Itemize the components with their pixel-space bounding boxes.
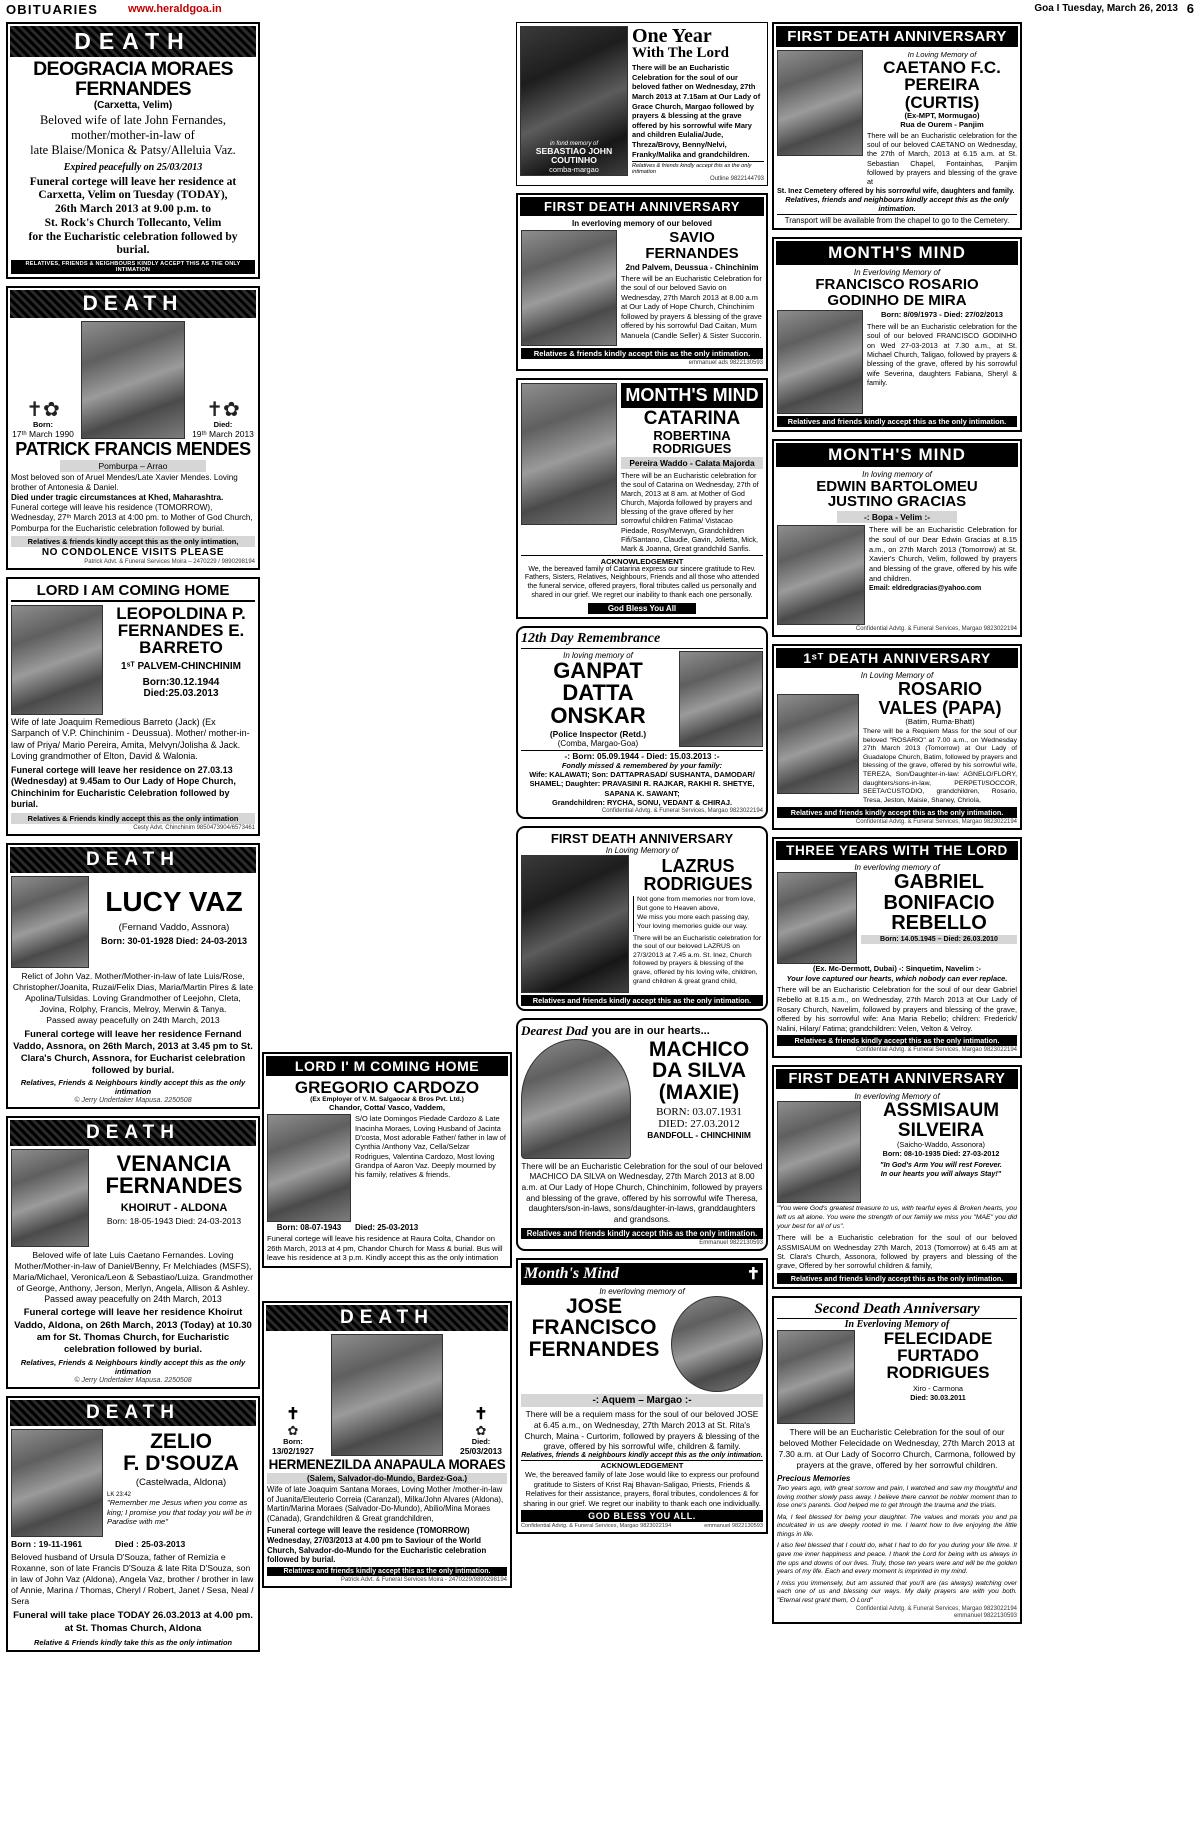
deceased-place: Pereira Waddo - Calata Majorda: [621, 457, 763, 469]
advertiser-credit: Confidential Advtg. & Funeral Services, Margao 9823022194: [601, 807, 763, 814]
advertiser-credit: Patrick Advt. & Funeral Services Moira - 2470229/9890298194: [340, 1577, 507, 1584]
deceased-place: (Batim, Ruma-Bhatt): [905, 717, 975, 727]
memorial-subtitle: In Loving Memory of: [605, 845, 679, 855]
tribute-line-1: Beloved wife of late Luis Caetano Fernandes. Loving Mother/Mother-in-law of Daniel/Benny, Fr Melchiades (MSFS), Maria/Michael, Veronica/Leon & Sebastiao/Luiza. Grandmother of George, Anthony, Jerson, Merlyn, Angela, Allison & Ashley.: [12, 1250, 254, 1294]
memorial-felecidade[interactable]: [772, 1296, 1022, 1625]
intimation-strip: Relatives and friends kindly accept this as the only intimation.: [521, 995, 763, 1006]
memorial-subtitle: In Loving Memory of: [907, 50, 977, 59]
column-3: [516, 22, 768, 1541]
memorial-subtitle: In loving memory of: [862, 469, 932, 479]
deceased-place: Xiro - Carmona: [912, 1383, 964, 1393]
deceased-name-2: JUSTINO GRACIAS: [827, 493, 967, 511]
intimation-strip: Relatives, Friends & Neighbours kindly accept this as the only intimation: [20, 1358, 246, 1377]
banner-months-mind: Month's Mind: [524, 1264, 619, 1282]
ad-header: LORD I' M COMING HOME: [266, 1056, 508, 1076]
verse-text: "Remember me Jesus when you come as king; I promise you that today you will be in Paradise with me": [107, 1498, 252, 1527]
banner-anniversary: FIRST DEATH ANNIVERSARY: [520, 197, 764, 216]
deceased-place: (Ex. Mc-Dermott, Dubai) -: Sinquetim, Navelim :-: [813, 964, 981, 974]
acknowledgement-body: We, the bereaved family of Catarina express our sincere gratitude to Rev. Fathers, Sisters, Relatives, Neighbours, Friends and all those who attended the funeral service, offered prayers, floral tributes called us personally and shared in our grief. We regret our inability to thank each one personally.: [524, 565, 760, 599]
obituary-venancia[interactable]: [6, 1116, 260, 1389]
deceased-name-2: DATTA ONSKAR: [550, 680, 646, 728]
floral-decor-left: ✝✿: [26, 399, 60, 422]
blessing-footer: God Bless You All: [588, 603, 697, 614]
banner-death: DEATH: [10, 290, 256, 318]
tribute-line-1: Beloved husband of Ursula D'Souza, father of Remizia e Roxanne, son of late Francis D'Souza & late Rita D'Souza, son in law of John Vaz (Aldona), Angela Vaz, brother / brother in law of Annie, Marina / Thomas, Cheryl / Robert, Janet / Sesa, Neal / Sera: [11, 1552, 254, 1607]
memorial-body: There will be an Eucharistic celebration for the soul of our beloved FRANCISCO GODINHO on Wed 27-03-2013 at 7.30 a.m., at St. Michael Church, Taligao, followed by prayers & blessing of the grave, offered by his sorrowful wife Severina, daughters Fabiana, Sheryl & family.: [867, 321, 1017, 388]
obituary-hermenezilda[interactable]: [262, 1301, 512, 1588]
intimation-strip: Relatives & friends kindly accept this as the only intimation: [632, 161, 764, 175]
memory-paragraph-4: I miss you immensely, but am assured that you'll are (as always) watching over each one of us and blessing our ways. My daily prayers are with you both. "Eternal rest grant them, O Lord": [777, 1579, 1017, 1604]
memorial-body: There will be an Eucharistic Celebration for the soul of our Dear Edwin Gracias at 8.15 a.m., on 27th March 2013 (Tomorrow) at St. Xavier's Church, Velim, followed by prayers and blessing of the grave, offered by his wife and children.: [869, 525, 1017, 583]
deceased-name-3: (MAXIE): [658, 1080, 740, 1104]
deceased-name-2: GODINHO DE MIRA: [827, 291, 967, 309]
dates-line: Born: 08-10-1935 Died: 27-03-2012: [882, 1149, 1000, 1159]
ad-header: LORD I AM COMING HOME: [11, 582, 255, 602]
memorial-machico[interactable]: [516, 1018, 768, 1251]
advertiser-credit: Patrick Advt. & Funeral Services Moira – 2470229 / 9890298194: [84, 558, 255, 565]
verse-reference: LK 23:42: [107, 1492, 132, 1499]
deceased-name-1: GANPAT: [553, 657, 643, 683]
column-4: [772, 22, 1022, 1631]
died-date: 25/03/2013: [460, 1446, 502, 1457]
portrait-photo: [679, 651, 763, 747]
condolence-note: NO CONDOLENCE VISITS PLEASE: [41, 546, 225, 558]
banner-months-mind: MONTH'S MIND: [776, 241, 1018, 265]
verse-line-3: "You were God's greatest treasure to us, with tearful eyes & Broken hearts, you left us all alone. You were the strength of our family we miss you "MAE" you did your best for all of us".: [777, 1205, 1017, 1230]
portrait-photo: [671, 1296, 763, 1392]
cross-icon: ✝: [746, 1265, 760, 1283]
portrait-photo: [11, 876, 89, 968]
obituary-zelio[interactable]: [6, 1396, 260, 1652]
portrait-photo: [81, 321, 185, 439]
deceased-name: DEOGRACIA MORAES FERNANDES: [33, 58, 233, 100]
memorial-subtitle: In everloving memory of: [599, 1286, 685, 1296]
deceased-name-2: RODRIGUES: [643, 874, 753, 895]
deceased-place: (Fernand Vaddo, Assnora): [118, 922, 230, 934]
family-intro: Fondly missed & remembered by your family:: [561, 761, 723, 770]
floral-decor-right: ✝✿: [206, 399, 240, 422]
deceased-employer: (Ex-MPT, Mormugao): [904, 110, 980, 120]
memorial-body-cont: St. Inez Cemetery offered by his sorrowful wife, daughters and family.: [777, 186, 1015, 196]
portrait-photo: [521, 855, 629, 993]
portrait-photo: [521, 383, 617, 525]
intimation-strip: Relatives & friends kindly accept this as the only intimation.: [521, 348, 763, 359]
photo-caption-name: SEBASTIAO JOHN COUTINHO: [535, 145, 613, 165]
deceased-name: PATRICK FRANCIS MENDES: [15, 439, 251, 460]
relation-line-1: Beloved wife of late John Fernandes,: [39, 112, 227, 127]
acknowledgement-body: We, the bereaved family of late Jose would like to express our profound gratitude to Sisters of Krist Raj Bhavan-Saligao, Priests, Friends & Relatives for their assistance, prayers, floral tributes, condolences & for sharing in our grief. We regret our inability to thank each one individually.: [523, 1470, 761, 1508]
column-1: [6, 22, 260, 1659]
title-line-2: With The Lord: [632, 45, 729, 61]
memorial-subtitle: In everloving memory of: [854, 863, 940, 873]
verse-line-2: But gone to Heaven above,: [637, 905, 720, 913]
funeral-line-4: St. Rock's Church Tollecanto, Velim: [44, 216, 222, 229]
tribute-line-1: Most beloved son of Aruel Mendes/Late Xavier Mendes. Loving brother of Antonesia & Daniel.: [11, 472, 238, 492]
died-date: 19ᵗʰ March 2013: [192, 429, 254, 440]
memorial-francisco[interactable]: [772, 237, 1022, 432]
tribute-line-2: Funeral will take place TODAY 26.03.2013 at 4.00 pm. at St. Thomas Church, Aldona: [13, 1610, 253, 1634]
deceased-name-1: ZELIO: [150, 1430, 212, 1454]
died-date: Died:25.03.2013: [143, 687, 219, 699]
memorial-subtitle: In Everloving Memory of: [853, 268, 941, 278]
title-line-1: One Year: [632, 25, 712, 47]
dates-line: Born: 18-05-1943 Died: 24-03-2013: [106, 1215, 242, 1226]
deceased-name: HERMENEZILDA ANAPAULA MORAES: [268, 1457, 506, 1473]
obituary-leopoldina[interactable]: [6, 577, 260, 836]
born-date: Born:30.12.1944: [142, 676, 220, 688]
banner-anniversary: FIRST DEATH ANNIVERSARY: [550, 830, 734, 846]
relation-line-2: mother/mother-in-law of: [71, 128, 195, 142]
photo-caption-prefix: in fond memory of: [549, 140, 599, 147]
dates-line: Born: 14.05.1945 – Died: 26.03.2010: [861, 935, 1017, 944]
memorial-body: There will be an Eucharistic celebration for the soul of Catarina on Wednesday, 27th of March, 2013 at 8 am. at Mother of God Church, Majorda followed by prayers and blessing of the grave offered by her sorrowful children Fatima/ Vistacao Piedade, Rosy/Merwyn, Grandchildren Fifi/Santano, Claudie, Gavin, Jolietta, Mick, Mark & Joanna, Great grandchild Sanfis.: [621, 471, 759, 553]
cross-icon-left: ✝: [286, 1406, 300, 1424]
banner-months-mind: MONTH'S MIND: [776, 443, 1018, 467]
advertiser-credit: © Jerry Undertaker Mapusa. 2250508: [74, 1097, 192, 1105]
tribute-line-2: Passed away peacefully on 24th March, 2013: [46, 1014, 220, 1025]
deceased-name-2: VALES (PAPA): [878, 697, 1002, 718]
floral-decor-left: ✿: [287, 1423, 299, 1439]
acknowledgement-title: ACKNOWLEDGEMENT: [521, 555, 763, 566]
family-list: Wife: KALAWATI; Son: DATTAPRASAD/ SUSHANTA, DAMODAR/ SHAMEL; Daughter: PRAVASINI R. RAJKAR, RAKHI R. SHETYE, SAPANA K. SAWANT;: [529, 770, 755, 798]
died-date: Died : 25-03-2013: [115, 1539, 186, 1550]
advertiser-credit: emmanuel ads 9822130593: [688, 360, 763, 367]
grandchildren-list: Grandchildren: RYCHA, SONU, VEDANT & CHIRAJ.: [552, 797, 732, 807]
deceased-name-1: EDWIN BARTOLOMEU: [816, 477, 978, 495]
deceased-name-1: LEOPOLDINA P.: [116, 603, 246, 623]
photo-caption-place: comba-margao: [549, 165, 599, 174]
deceased-place: (Salem, Salvador-do-Mundo, Bardez-Goa.): [267, 1473, 507, 1484]
intimation-strip: Relatives and friends kindly accept this as the only intimation.: [521, 1228, 763, 1239]
funeral-line-2: Carxetta, Velim on Tuesday (TODAY),: [38, 189, 228, 202]
died-date: DIED: 27.03.2012: [658, 1117, 740, 1130]
memorial-body: There will be an Eucharistic celebration for the soul of our beloved CAETANO on Wednesday, the 27th of March, 2013 at 6.15 a.m. at St. Sebastian Chapel, Fontainhas, Panjim followed by prayers and blessing of the grave at: [867, 130, 1017, 187]
banner-months-mind: MONTH'S MIND: [621, 383, 763, 408]
deceased-place: -: Aquem – Margao :-: [521, 1394, 763, 1407]
born-date: 13/02/1927: [272, 1446, 314, 1457]
memorial-gabriel[interactable]: [772, 837, 1022, 1058]
advertiser-credit: Confidential Advtg. & Funeral Services, Margao 9823022194: [855, 626, 1017, 633]
intimation-strip: Relatives and friends kindly accept this as the only intimation.: [777, 416, 1017, 427]
deceased-place: Pomburpa – Arrao: [60, 460, 206, 472]
deceased-name-2: DA SILVA: [651, 1059, 747, 1083]
portrait-photo: [11, 1149, 89, 1247]
advertiser-credit: Outline 9822144793: [709, 176, 764, 183]
dates-line: -: Born: 05.09.1944 - Died: 15.03.2013 :-: [521, 750, 763, 761]
memorial-body: There will be an Eucharistic Celebration for the soul of our dear Gabriel Rebello at 8.15 a.m., on Wednesday, 27th March 2013 at Our Lady of Rosary Church, Navelim, followed by prayers and blessing of the grave, offered by his sorrowful wife: Ana Maria Rebello; children: Frederick/ Nalini, Hilary/ Fatima; grandchildren: Velen, Velton & Velroy.: [777, 985, 1017, 1033]
portrait-photo: [777, 694, 859, 794]
deceased-name: SAVIO FERNANDES: [645, 229, 739, 262]
tribute-line-3: Funeral cortege will leave her residence Khoirut Vaddo, Aldona, on 26th March, 2013 (Today) at 10.30 am for St. Thomas Church, for Eucharistic celebration followed by burial.: [14, 1307, 252, 1356]
advertiser-credit-2: emmanuel 9822130593: [953, 1613, 1017, 1620]
advertiser-credit: Confidential Advtg. & Funeral Services, Margao 9823022194: [855, 1047, 1017, 1054]
ad-header: 12th Day Remembrance: [521, 631, 763, 649]
deceased-place: Chandor, Cotta/ Vasco, Vaddem,: [328, 1103, 446, 1113]
portrait-photo: [777, 1330, 855, 1424]
masthead: [0, 0, 1200, 22]
deceased-place: 1ˢᵀ PALVEM-CHINCHINIM: [121, 660, 241, 672]
intimation-strip: RELATIVES, FRIENDS & NEIGHBOURS KINDLY ACCEPT THIS AS THE ONLY INTIMATION: [11, 260, 255, 274]
advertiser-credit: Cesty Advt. Chinchinim 9850473904/6573461: [133, 824, 255, 831]
obituary-patrick[interactable]: [6, 286, 260, 569]
tribute-line-1: S/O late Domingos Piedade Cardozo & Late Inacinha Moraes, Loving Husband of Jacinta D'costa, Most adorable Father/ father in law of Cynthia /Anthony Vaz, Cella/Selzar Rodrigues, Valentina Cardozo, Most loving Grandpa of Aaron Vaz. Deeply mourned by his family, relatives & friends.: [355, 1114, 506, 1180]
floral-decor-right: ✿: [475, 1423, 487, 1439]
advertiser-credit: © Jerry Undertaker Mapusa. 2250508: [74, 1377, 192, 1385]
deceased-name-1: CATARINA: [643, 408, 741, 430]
memorial-body: There will be an Eucharistic celebration for the soul of our beloved LAZRUS on 27/3/2013 at 7.45 a.m. St. Inez, Church followed by prayers & blessing of the grave, offered by his loving wife, children, grand children & great grand child,: [633, 934, 762, 985]
banner-death: DEATH: [10, 1400, 256, 1426]
tribute-line-2: Passed away peacefully on 24th March, 2013: [44, 1294, 222, 1305]
portrait-photo: [777, 525, 865, 625]
intimation-strip: Relatives, friends and neighbours kindly accept this as the only intimation.: [785, 195, 1009, 214]
memorial-subtitle: In everloving Memory of: [854, 1092, 940, 1102]
deceased-name-1: FELECIDADE: [883, 1328, 993, 1348]
memorial-body: There will be an Eucharistic Celebration for the soul of our beloved Savio on Wednesday, 27th March 2013 at 8.00 a.m at Our Lady of Hope Church, Chinchinim followed by prayers & blessing of the grave offered by his sorrowful Dad Caitan, Mum Manuela (Candle Seller) & Sister Succorin.: [621, 273, 762, 340]
born-label: Born:: [33, 420, 53, 430]
relation-line-3: late Blaise/Monica & Patsy/Alleluia Vaz.: [30, 143, 236, 158]
deceased-name-3: REBELLO: [891, 912, 987, 935]
intimation-strip: Relatives, friends & neighbours kindly accept this as the only intimation.: [521, 1452, 763, 1460]
deceased-name-1: MACHICO: [648, 1037, 750, 1061]
memory-paragraph-2: Ma, I feel blessed for being your daughter. The values and morals you and pa inculcated in us are deeply rooted in me. I learnt how to live enjoying the little things in life.: [777, 1513, 1017, 1538]
deceased-place: (Saicho-Waddo, Assonora): [896, 1140, 986, 1150]
memorial-body: There will be an Eucharistic Celebration for the soul of our beloved Mother Felecidade on Wednesday, 27th March 2013 at 7.30 a.m. at Our Lady of Socorro Church, Carmona, followed by prayers at the grave, offered by her sorrowful children.: [778, 1426, 1016, 1470]
memorial-rosario[interactable]: [772, 644, 1022, 830]
intimation-strip: Relative & Friends kindly take this as the only intimation: [34, 1637, 232, 1647]
memorial-lazrus[interactable]: [516, 826, 768, 1011]
deceased-name-1: ROSARIO: [897, 679, 982, 700]
dates-line: Born: 8/09/1973 - Died: 27/02/2013: [881, 309, 1003, 319]
portrait-photo: [11, 605, 103, 715]
portrait-photo: [520, 26, 628, 176]
section-title: OBITUARIES: [6, 2, 99, 17]
deceased-name-3: FERNANDES: [528, 1337, 660, 1361]
portrait-photo: [11, 1429, 103, 1537]
portrait-photo: [777, 1101, 861, 1203]
deceased-name-1: VENANCIA: [116, 1151, 232, 1177]
born-label: Born:: [283, 1437, 303, 1447]
deceased-place: -: Bopa - Velim :-: [837, 511, 957, 523]
deceased-name-2: PEREIRA (CURTIS): [904, 75, 980, 112]
tribute-line-2: Funeral cortege will leave her residence on 27.03.13 (Wednesday) at 9.45am to Our Lady of Hope Church, Chinchinim for Eucharistic Celebration followed by burial.: [11, 764, 236, 810]
contact-email[interactable]: Email: eldredgracias@yahoo.com: [869, 585, 982, 593]
tribute-line-3: Funeral cortege will leave her residence Fernand Vaddo, Assnora, on 26th March, 2013 at 3.45 pm to St. Clara's Church, Assnora, for Eucharist celebration followed by burial.: [13, 1027, 253, 1075]
born-date: BORN: 03.07.1931: [656, 1105, 742, 1118]
column-spacer: [262, 22, 512, 1052]
tribute-line-2: Funeral cortege will leave the residence (TOMORROW) Wednesday, 27/03/2013 at 4.00 pm to Saviour of the World Church, Salvador-do-Mundo for the Eucharistic celebration followed by burial.: [267, 1525, 487, 1565]
deceased-name-2: F. D'SOUZA: [123, 1451, 239, 1475]
dates-line: Born: 30-01-1928 Died: 24-03-2013: [100, 936, 248, 947]
ad-header: Second Death Anniversary: [777, 1301, 1017, 1319]
portrait-photo: [521, 230, 617, 346]
deceased-name: GREGORIO CARDOZO: [294, 1078, 480, 1097]
portrait-photo: [331, 1334, 443, 1456]
portrait-photo: [777, 310, 863, 414]
memorial-sebastiao[interactable]: [516, 22, 768, 186]
tribute-line-1: Wife of late Joaquim Remedious Barreto (Jack) (Ex Sarpanch of V.P. Chinchinim - Deussua). Mother/ mother-in-law of Priya/ Mario Pereira, Amita, Melvyn/Jolisha & Jack. Loving grandmother of Elton, David & Walonia.: [11, 716, 250, 762]
verse-line-1: "In God's Arm You will rest Forever.: [880, 1160, 1002, 1170]
banner-death: DEATH: [10, 26, 256, 57]
deceased-place: KHOIRUT - ALDONA: [120, 1201, 228, 1214]
banner-anniversary: FIRST DEATH ANNIVERSARY: [776, 26, 1018, 47]
column-2: [262, 22, 512, 1595]
deceased-name-1: ASSMISAUM: [882, 1100, 1000, 1122]
died-label: Died:: [471, 1437, 491, 1447]
obituary-gregorio[interactable]: [262, 1052, 512, 1268]
funeral-line-1: Funeral cortege will leave her residence at: [29, 175, 237, 188]
deceased-employer: (Ex Employer of V. M. Salgaocar & Bros Pvt. Ltd.): [310, 1096, 464, 1104]
portrait-photo: [267, 1114, 351, 1222]
acknowledgement-title: ACKNOWLEDGEMENT: [600, 1461, 684, 1471]
deceased-place: Rua de Ourem - Panjim: [900, 119, 984, 129]
memorial-subtitle: In Everloving Memory of: [844, 1318, 950, 1330]
tribute-line-1: Wife of late Joaquim Santana Moraes, Loving Mother /mother-in-law of Juanita/Eleuterio Correia (Caranzal), Milka/John Alvares (Aldona), Martin/Marina Moraes (Salvador-Do-Mundo), Abilio/Mina Moraes (Canada), Grandchildren & Great grandchildren,: [267, 1484, 504, 1524]
memorial-subtitle: In Loving Memory of: [860, 671, 934, 681]
transport-note: Transport will be available from the chapel to go to the Cemetery.: [777, 214, 1017, 225]
memorial-assmisaum[interactable]: [772, 1065, 1022, 1288]
deceased-name-1: FRANCISCO ROSARIO: [815, 276, 979, 294]
deceased-place: (Carxetta, Velim): [93, 99, 173, 111]
born-date: Born: 08-07-1943: [276, 1223, 342, 1233]
deceased-name-1: LAZRUS: [661, 855, 735, 876]
funeral-line-3: 26th March 2013 at 9.00 p.m. to: [55, 203, 211, 216]
memorial-subtitle: In everloving memory of our beloved: [571, 219, 713, 229]
deceased-name-1: GABRIEL: [894, 871, 984, 894]
memorial-body: There will be a Requiem Mass for the soul of our beloved "ROSARIO" at 7.00 a.m., on Wednesday 27th March 2013 (Tomorrow) at Our Lady of Guadalope Church, Batim, followed by prayers and blessing of the grave, offered by his sorrowful wife, TEREZA, Son/Daughter-in-law: AGNELO/FLORY, daughters/sons-in-law, PERPETI/SOCCOR, SEETA/CUSTODIO, grandchildren, Rosario, Tresa, Jeston, Maisie, Shaney, Chriola,: [863, 728, 1017, 804]
verse-line-4: Your loving memories guide our way.: [637, 922, 748, 930]
verse-text: Your love captured our hearts, which nobody can ever replace.: [786, 974, 1008, 984]
intimation-strip: Relatives and friends kindly accept this as the only intimation.: [777, 1273, 1017, 1284]
advertiser-credit-1: Confidential Advtg. & Funeral Services, Margao 9823022194: [521, 1522, 672, 1529]
deceased-name-2: SILVEIRA: [897, 1119, 985, 1141]
portrait-photo: [521, 1039, 631, 1159]
banner-anniversary: FIRST DEATH ANNIVERSARY: [776, 1069, 1018, 1089]
tribute-line-3: Funeral cortege will leave his residence (TOMORROW), Wednesday, 27ᵗʰ March 2013 at 4:00 pm. to Mother of God Church, Pomburpa for the Eucharistic celebration followed by burial.: [11, 503, 253, 533]
verse-line-3: We miss you more each passing day,: [637, 914, 750, 922]
died-label: Died:: [213, 420, 233, 430]
memory-paragraph-1: Two years ago, with great sorrow and pain, I watched and saw my thoughtful and loving mother slowly pass away. I believe there cannot be nobler moment than to lose one's parents. God helped me to get through the trauma and the trials.: [777, 1485, 1017, 1510]
memorial-jose[interactable]: [516, 1258, 768, 1534]
expired-line: Expired peacefully on 25/03/2013: [63, 161, 203, 173]
deceased-name: LUCY VAZ: [105, 885, 243, 917]
deceased-name-2: FURTADO: [897, 1346, 979, 1366]
banner-anniversary: 1ˢᵀ DEATH ANNIVERSARY: [776, 648, 1018, 668]
portrait-photo: [777, 872, 857, 964]
deceased-name-1: JOSE: [565, 1294, 623, 1318]
deceased-name-2: FERNANDES: [105, 1173, 243, 1199]
edition-line: Goa I Tuesday, March 26, 2013: [1034, 3, 1178, 14]
deceased-name-1: CAETANO F.C.: [883, 58, 1001, 77]
intimation-strip: Relatives, Friends & Neighbours kindly accept this as the only intimation: [20, 1078, 246, 1097]
memorial-edwin[interactable]: [772, 439, 1022, 638]
memorial-body: There will be an Eucharistic Celebration for the soul of our beloved MACHICO DA SILVA on Wednesday, 27th March 2013 at 8.00 a.m. at Our Lady of Hope Church, Chinchinim, followed by prayers and blessing of the grave, offered by his sorrowful wife Theresa, daughters/son-in-laws, sons/daughter-in-laws, granddaughters and grandsons.: [521, 1161, 763, 1225]
website-url[interactable]: www.heraldgoa.in: [128, 3, 222, 15]
memorial-ganpat[interactable]: [516, 626, 768, 819]
tribute-tag-1: Dearest Dad: [521, 1022, 588, 1038]
memorial-body: There will be a requiem mass for the soul of our beloved JOSE at 6.45 a.m., on Wednesday, 27th March 2013 at St. Rita's Church, Maina - Curtorim, followed by prayers & blessing of the grave, offered by his sorrowful wife, children & family.: [524, 1408, 760, 1452]
deceased-place: BANDFOLL - CHINCHINIM: [647, 1129, 751, 1140]
banner-death: DEATH: [10, 847, 256, 873]
memories-title: Precious Memories: [777, 1474, 851, 1484]
intimation-strip: Relatives and friends kindly accept this as the only intimation.: [777, 807, 1017, 818]
tribute-line-2: Died under tragic circumstances at Khed, Maharashtra.: [11, 493, 224, 503]
verse-line-1: Not gone from memories nor from love,: [637, 896, 756, 904]
born-date: 17ᵗʰ March 1990: [12, 429, 74, 440]
died-date: Died: 30.03.2011: [910, 1392, 966, 1402]
advertiser-credit: Confidential Advtg. & Funeral Services, Margao 9823022194: [855, 1606, 1017, 1613]
memorial-body: There will be a Eucharistic celebration for the soul of our beloved ASSMISAUM on Wednesday 27th March, 2013 (Tomorrow) at 6.45 am at St. Clara's Church, Assonora, followed by prayers and blessing of the grave, Offered by her sorrowful children & family,: [777, 1233, 1017, 1271]
memorial-subtitle: In loving memory of: [563, 650, 633, 660]
obituary-lucy[interactable]: [6, 843, 260, 1109]
intimation-strip: Relatives & Friends kindly accept this as the only intimation: [11, 813, 255, 824]
intimation-strip: Relatives and friends kindly accept this as the only intimation.: [267, 1567, 507, 1576]
verse-line-2: In our hearts you will always Stay!": [880, 1169, 1002, 1179]
portrait-photo: [777, 50, 863, 156]
obituary-deogracia[interactable]: [6, 22, 260, 279]
blessing-footer: GOD BLESS YOU ALL.: [521, 1510, 763, 1522]
memorial-body: There will be an Eucharistic Celebration for the soul of our beloved father on Wednesday, 27th March 2013 at 7.15am at Our Lady of Grace Church, Margao followed by prayers & blessing at the grave offered by his sorrowful wife Mary and children Eulalia/Jude, Threza/Brovy, Benny/Nelvi, Franky/Malika and grandchildren.: [632, 63, 761, 159]
banner-death: DEATH: [10, 1120, 256, 1146]
memorial-catarina[interactable]: [516, 378, 768, 618]
deceased-place: (Comba, Margao-Goa): [557, 739, 639, 748]
tribute-tag-2: you are in our hearts...: [591, 1024, 710, 1037]
deceased-rank: (Police Inspector (Retd.): [549, 729, 647, 739]
cross-icon-right: ✝: [474, 1406, 488, 1424]
memorial-savio[interactable]: [516, 193, 768, 371]
funeral-line-5: for the Eucharistic celebration followed by burial.: [28, 230, 238, 257]
tribute-line-2: Funeral cortege will leave his residence at Raura Colta, Chandor on 26th March, 2013 at 4 pm, Chandor Church for Mass & burial. Bus will leave his residence at 3 p.m. Kindly accept this as the only intimation: [267, 1234, 503, 1263]
deceased-name-2: FERNANDES E. BARRETO: [117, 621, 245, 658]
intimation-strip: Relatives & friends kindly accept this as the only intimation,: [11, 536, 255, 547]
banner-anniversary: THREE YEARS WITH THE LORD: [776, 841, 1018, 860]
deceased-place: 2nd Palvem, Deussua - Chinchinim: [625, 262, 759, 272]
deceased-name-3: RODRIGUES: [886, 1363, 990, 1383]
born-date: Born : 19-11-1961: [11, 1539, 83, 1550]
deceased-name-2: BONIFACIO: [883, 891, 995, 914]
advertiser-credit: Confidential Advtg. & Funeral Services, Margao 9823022194: [855, 819, 1017, 826]
banner-death: DEATH: [266, 1305, 508, 1331]
deceased-place: (Castelwada, Aldona): [135, 1477, 227, 1489]
deceased-name-2: FRANCISCO: [531, 1316, 657, 1340]
advertiser-credit: Emmanuel 9822130593: [699, 1239, 763, 1246]
memorial-caetano[interactable]: [772, 22, 1022, 230]
intimation-strip: Relatives & friends kindly accept this as the only intimation.: [777, 1035, 1017, 1046]
page-number: 6: [1186, 1, 1194, 16]
column-spacer-2: [262, 1275, 512, 1301]
advertiser-credit-2: emmanuel 9822130593: [704, 1522, 763, 1529]
deceased-name-2: ROBERTINA RODRIGUES: [652, 427, 732, 456]
memory-paragraph-3: I also feel blessed that I could do, what I had to do for you during your life time. It gave me inner happiness and peace. I thank the Lord for being with us always in the ups and downs of our lives. Truly, those ten years were and will be the golden years of my life. Each and every moment is imprinted in my mind.: [777, 1542, 1017, 1576]
tribute-line-1: Relict of John Vaz. Mother/Mother-in-law of late Luis/Rose, Christopher/Joanita, Ruzai/Felix Dias, Maria/Martin Pires & late Apolina/Tulsidas. Loving Grandmother of Leejohn, Cleta, Jovina, Rolphy, Francis, Melroy, Merwin & Tanya.: [12, 970, 254, 1014]
died-date: Died: 25-03-2013: [355, 1223, 419, 1233]
